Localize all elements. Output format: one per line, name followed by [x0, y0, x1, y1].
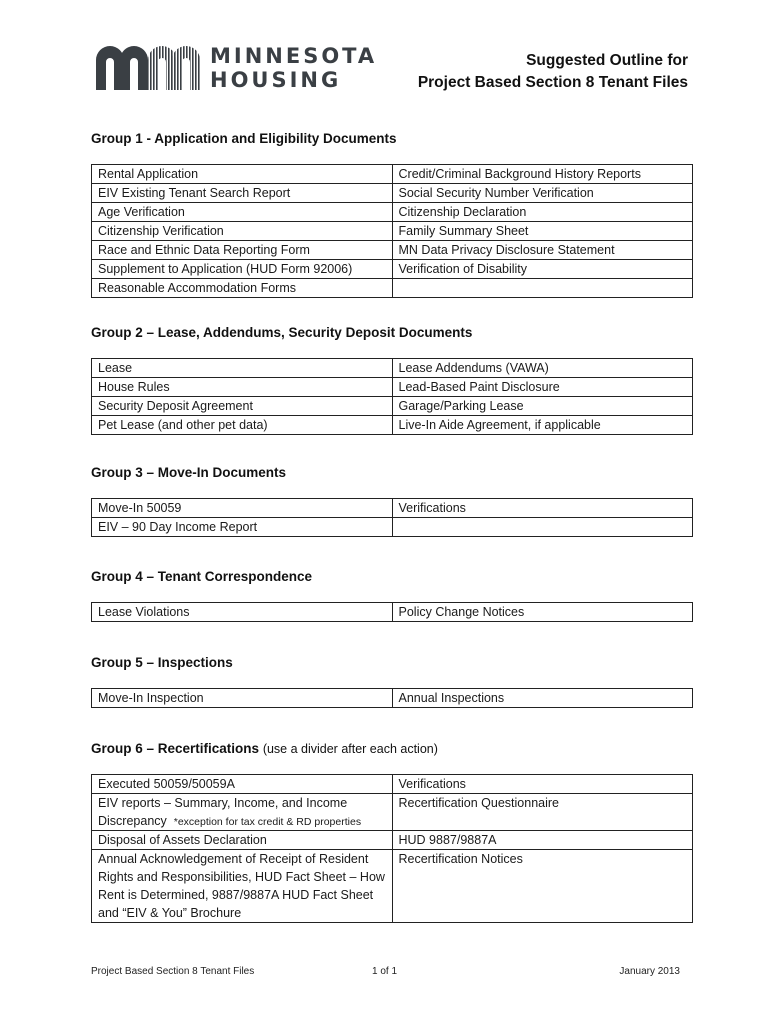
cell-text: Rent is Determined, 9887/9887A HUD Fact Sheet	[98, 888, 374, 902]
cell-text: Lease Violations	[98, 605, 190, 619]
table-row	[92, 203, 693, 222]
table-cell	[392, 794, 693, 831]
table-row	[92, 831, 693, 850]
cell-text: HUD 9887/9887A	[398, 833, 497, 847]
cell-text	[399, 279, 687, 297]
table-cell	[392, 260, 693, 279]
group-4-table	[91, 602, 693, 622]
table-cell	[92, 241, 393, 260]
table-cell	[392, 499, 693, 518]
cell-text: Race and Ethnic Data Reporting Form	[98, 243, 310, 257]
table-row	[92, 850, 693, 923]
table-cell	[92, 165, 393, 184]
table-cell	[392, 184, 693, 203]
table-row	[92, 165, 693, 184]
group-6-heading	[91, 741, 438, 756]
group-1-heading: Group 1 - Application and Eligibility Documents	[91, 131, 397, 146]
cell-text: Lease Addendums (VAWA)	[398, 361, 549, 375]
table-row	[92, 499, 693, 518]
table-cell	[92, 603, 393, 622]
table-row	[92, 775, 693, 794]
group-2-heading: Group 2 – Lease, Addendums, Security Deposit Documents	[91, 325, 473, 340]
group-5-table	[91, 688, 693, 708]
minnesota-housing-logo	[96, 44, 377, 92]
cell-text: Annual Inspections	[398, 691, 505, 705]
group-6-table	[91, 774, 693, 923]
cell-text: Discrepancy	[98, 814, 167, 828]
table-row	[92, 603, 693, 622]
group-6-note: (use a divider after each action)	[262, 742, 438, 756]
table-cell	[392, 775, 693, 794]
table-cell	[92, 359, 393, 378]
table-cell	[92, 184, 393, 203]
exception-note: *exception for tax credit & RD properties	[173, 816, 362, 828]
table-cell	[392, 359, 693, 378]
table-cell	[392, 241, 693, 260]
cell-text: EIV Existing Tenant Search Report	[98, 186, 291, 200]
table-cell	[92, 416, 393, 435]
table-cell	[92, 831, 393, 850]
cell-text: House Rules	[98, 380, 170, 394]
footer-page-number: 1 of 1	[372, 966, 398, 977]
cell-text: Rights and Responsibilities, HUD Fact Sheet – How	[98, 870, 385, 884]
table-cell	[92, 260, 393, 279]
logo-line-2: HOUSING	[210, 68, 342, 92]
table-row	[92, 359, 693, 378]
cell-text: Move-In 50059	[98, 501, 182, 515]
group-1-table	[91, 164, 693, 298]
cell-text: Move-In Inspection	[98, 691, 204, 705]
cell-text: EIV – 90 Day Income Report	[98, 520, 258, 534]
cell-text: Lead-Based Paint Disclosure	[398, 380, 560, 394]
document-title	[418, 50, 688, 94]
cell-text	[399, 518, 687, 536]
cell-text: Executed 50059/50059A	[98, 777, 235, 791]
table-cell	[92, 378, 393, 397]
cell-text: Verifications	[398, 501, 466, 515]
group-6-title: Group 6 – Recertifications	[91, 741, 260, 756]
table-row	[92, 794, 693, 831]
table-cell	[92, 775, 393, 794]
table-cell	[92, 499, 393, 518]
table-row	[92, 378, 693, 397]
cell-text: Policy Change Notices	[398, 605, 525, 619]
cell-text: Credit/Criminal Background History Reports	[398, 167, 641, 181]
table-row	[92, 416, 693, 435]
group-3-table	[91, 498, 693, 537]
cell-text: Lease	[98, 361, 133, 375]
cell-text: EIV reports – Summary, Income, and Income	[98, 796, 348, 810]
table-cell	[92, 397, 393, 416]
table-cell	[92, 850, 393, 923]
cell-text: Citizenship Declaration	[398, 205, 527, 219]
cell-text: Live-In Aide Agreement, if applicable	[398, 418, 601, 432]
cell-text: Verifications	[398, 777, 466, 791]
table-row	[92, 184, 693, 203]
table-cell	[92, 794, 393, 831]
table-cell	[392, 416, 693, 435]
cell-text: Age Verification	[98, 205, 185, 219]
table-row	[92, 518, 693, 537]
cell-text: Disposal of Assets Declaration	[98, 833, 267, 847]
cell-text: Reasonable Accommodation Forms	[98, 281, 297, 295]
table-cell	[392, 850, 693, 923]
cell-text: Pet Lease (and other pet data)	[98, 418, 268, 432]
table-cell	[392, 603, 693, 622]
cell-text: Social Security Number Verification	[398, 186, 594, 200]
table-cell	[392, 222, 693, 241]
table-row	[92, 689, 693, 708]
table-cell	[92, 518, 393, 537]
cell-text: Rental Application	[98, 167, 199, 181]
cell-text: Recertification Questionnaire	[398, 796, 559, 810]
cell-text: Annual Acknowledgement of Receipt of Resident	[98, 852, 369, 866]
table-row	[92, 397, 693, 416]
cell-text: and “EIV & You” Brochure	[98, 906, 242, 920]
table-cell	[392, 165, 693, 184]
cell-text: Garage/Parking Lease	[398, 399, 524, 413]
group-4-heading: Group 4 – Tenant Correspondence	[91, 569, 313, 584]
cell-text: Family Summary Sheet	[398, 224, 529, 238]
group-5-heading: Group 5 – Inspections	[91, 655, 233, 670]
table-cell	[92, 222, 393, 241]
table-cell	[92, 279, 393, 298]
footer-date: January 2013	[619, 966, 680, 977]
cell-text: Verification of Disability	[398, 262, 528, 276]
footer-doc-name: Project Based Section 8 Tenant Files	[91, 966, 255, 977]
cell-text: Security Deposit Agreement	[98, 399, 253, 413]
cell-text: MN Data Privacy Disclosure Statement	[398, 243, 615, 257]
cell-text: Citizenship Verification	[98, 224, 224, 238]
table-cell	[92, 203, 393, 222]
table-cell	[92, 689, 393, 708]
logo-wordmark	[210, 44, 377, 92]
group-2-table	[91, 358, 693, 435]
title-line-2: Project Based Section 8 Tenant Files	[417, 74, 688, 91]
table-cell	[392, 518, 693, 537]
title-line-1: Suggested Outline for	[526, 52, 688, 69]
table-cell	[392, 831, 693, 850]
table-row	[92, 241, 693, 260]
table-cell	[392, 397, 693, 416]
table-cell	[392, 203, 693, 222]
cell-text: Supplement to Application (HUD Form 92006)	[98, 262, 353, 276]
cell-text: Recertification Notices	[398, 852, 523, 866]
table-row	[92, 279, 693, 298]
logo-mark-icon	[96, 44, 200, 92]
table-row	[92, 222, 693, 241]
logo-line-1: MINNESOTA	[210, 44, 378, 68]
table-cell	[392, 689, 693, 708]
group-3-heading: Group 3 – Move-In Documents	[91, 465, 287, 480]
table-cell	[392, 279, 693, 298]
cell-text-wrap	[98, 812, 386, 830]
table-row	[92, 260, 693, 279]
table-cell	[392, 378, 693, 397]
